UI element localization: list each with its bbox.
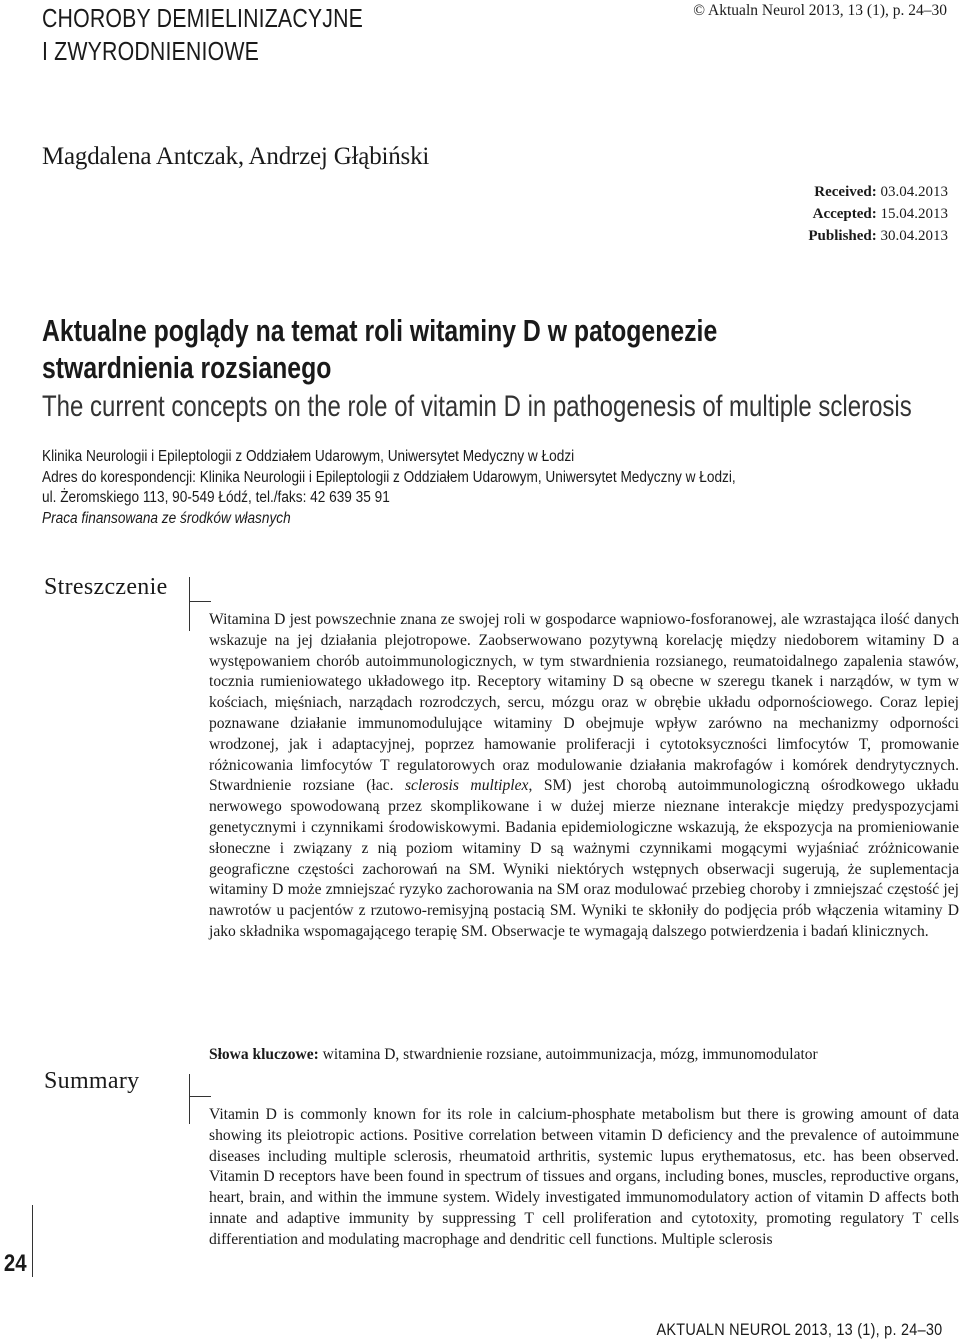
funding-note: Praca finansowana ze środków własnych xyxy=(42,510,291,527)
page-number-rule xyxy=(32,1205,33,1277)
authors: Magdalena Antczak, Andrzej Głąbiński xyxy=(42,143,430,170)
streszczenie-text-part2: , SM) jest chorobą autoimmunologiczną ośrodkowego układu nerwowego spowodowaną przez skomplikowane i w dużej mierze nieznane interakcje między predyspozycjami genetycznymi i czynnikami środowiskowymi. Badania epidemiologiczne wskazują, że ekspozycja na promieniowanie słoneczne i związany z nią poziom witaminy D są ważnymi czynnikami mogącymi wyjaśniać zróżnicowanie geograficzne częstości zachorowań na SM. Wyniki niektórych wstępnych obserwacji sugerują, że suplementacja witaminy D może zmniejszać ryzyko zachorowania na SM oraz modulować przebieg choroby i zmniejszać częstość jej nawrotów u pacjentów z rzutowo-remisyjną postacią SM. Wyniki te skłoniły do podjęcia prób włączenia witaminy D jako składnika wspomagającego terapię SM. Obserwacje te wymagają dalszego potwierdzenia i badań klinicznych. xyxy=(209,777,959,940)
section-title xyxy=(42,2,363,68)
received-value: 03.04.2013 xyxy=(880,184,948,200)
published-label: Published: xyxy=(808,228,877,244)
affiliation-line2: Adres do korespondencji: Klinika Neurologii i Epileptologii z Oddziałem Udarowym, Uniwersytet Medyczny w Łodzi, xyxy=(42,469,736,486)
keywords xyxy=(209,1046,818,1064)
accepted-date xyxy=(813,206,948,223)
received-label: Received: xyxy=(814,184,877,200)
article-title-pl-line2: stwardnienia rozsianego xyxy=(42,350,332,385)
keywords-label: Słowa kluczowe: xyxy=(209,1046,319,1063)
page-number: 24 xyxy=(3,1250,27,1277)
streszczenie-heading: Streszczenie xyxy=(44,574,168,600)
streszczenie-text-part1: Witamina D jest powszechnie znana ze swojej roli w gospodarce wapniowo-fosforanowej, ale wzrastająca ilość danych wskazuje na jej działania plejotropowe. Zaobserwowano pozytywną korelację między niedoborem witaminy D a występowaniem chorób autoimmunologicznych, w tym stwardnienia rozsianego, reumatoidalnego zapalenia stawów, tocznia rumieniowatego układowego itp. Receptory witaminy D są obecne w szeregu tkanek i narządów, w tym w kościach, mięśniach, narządach rozrodczych, sercu, mózgu oraz w obrębie układu odpornościowego. Coraz lepiej poznawane działanie immunomodulujące witaminy D obejmuje wpływ zarówno na mechanizmy odporności wrodzonej, jak i adaptacyjnej, poprzez hamowanie proliferacji i cytotoksyczności limfocytów T, promowanie różnicowania limfocytów T regulatorowych oraz modulowanie działania makrofagów i komórek dendrytycznych. Stwardnienie rozsiane (łac. xyxy=(209,611,959,795)
received-date xyxy=(814,184,948,201)
article-title-pl-line1: Aktualne poglądy na temat roli witaminy D w patogenezie xyxy=(42,313,718,348)
section-title-line2: I ZWYRODNIENIOWE xyxy=(42,36,260,66)
affiliation-line1: Klinika Neurologii i Epileptologii z Oddziałem Udarowym, Uniwersytet Medyczny w Łodzi xyxy=(42,448,575,465)
summary-divider-horizontal xyxy=(189,1096,211,1097)
summary-divider-vertical xyxy=(189,1074,190,1124)
published-date xyxy=(808,228,948,245)
footer-citation: AKTUALN NEUROL 2013, 13 (1), p. 24–30 xyxy=(656,1320,942,1339)
affiliation-line3: ul. Żeromskiego 113, 90-549 Łódź, tel./faks: 42 639 35 91 xyxy=(42,489,390,506)
streszczenie-text xyxy=(209,610,959,943)
streszczenie-latin-term: sclerosis multiplex xyxy=(404,777,529,795)
streszczenie-divider-horizontal xyxy=(189,601,211,602)
summary-text: Vitamin D is commonly known for its role in calcium-phosphate metabolism but there is growing amount of data showing its pleiotropic actions. Positive correlation between vitamin D deficiency and the prevalence of autoimmune diseases including multiple sclerosis, rheumatoid arthritis, systemic lupus erythematosus, etc. has been observed. Vitamin D receptors have been found in spectrum of tissues and organs, including bones, muscles, reproductive organs, heart, brain, and within the immune system. Widely investigated immunomodulatory action of vitamin D affects both innate and adaptive immunity by suppressing T cell proliferation and cytotoxity, promoting regulatory T cells differentiation and modulating macrophage and dendritic cell functions. Multiple sclerosis xyxy=(209,1106,959,1248)
accepted-label: Accepted: xyxy=(812,206,877,222)
section-title-line1: CHOROBY DEMIELINIZACYJNE xyxy=(42,3,364,33)
published-value: 30.04.2013 xyxy=(880,228,948,244)
article-title-pl xyxy=(42,312,882,386)
citation: © Aktualn Neurol 2013, 13 (1), p. 24–30 xyxy=(693,2,947,19)
keywords-list: witamina D, stwardnienie rozsiane, autoimmunizacja, mózg, immunomodulator xyxy=(318,1046,818,1063)
streszczenie-divider-vertical xyxy=(189,577,190,631)
article-title-en: The current concepts on the role of vitamin D in pathogenesis of multiple sclerosis xyxy=(42,390,912,423)
summary-heading: Summary xyxy=(44,1068,140,1094)
accepted-value: 15.04.2013 xyxy=(880,206,948,222)
